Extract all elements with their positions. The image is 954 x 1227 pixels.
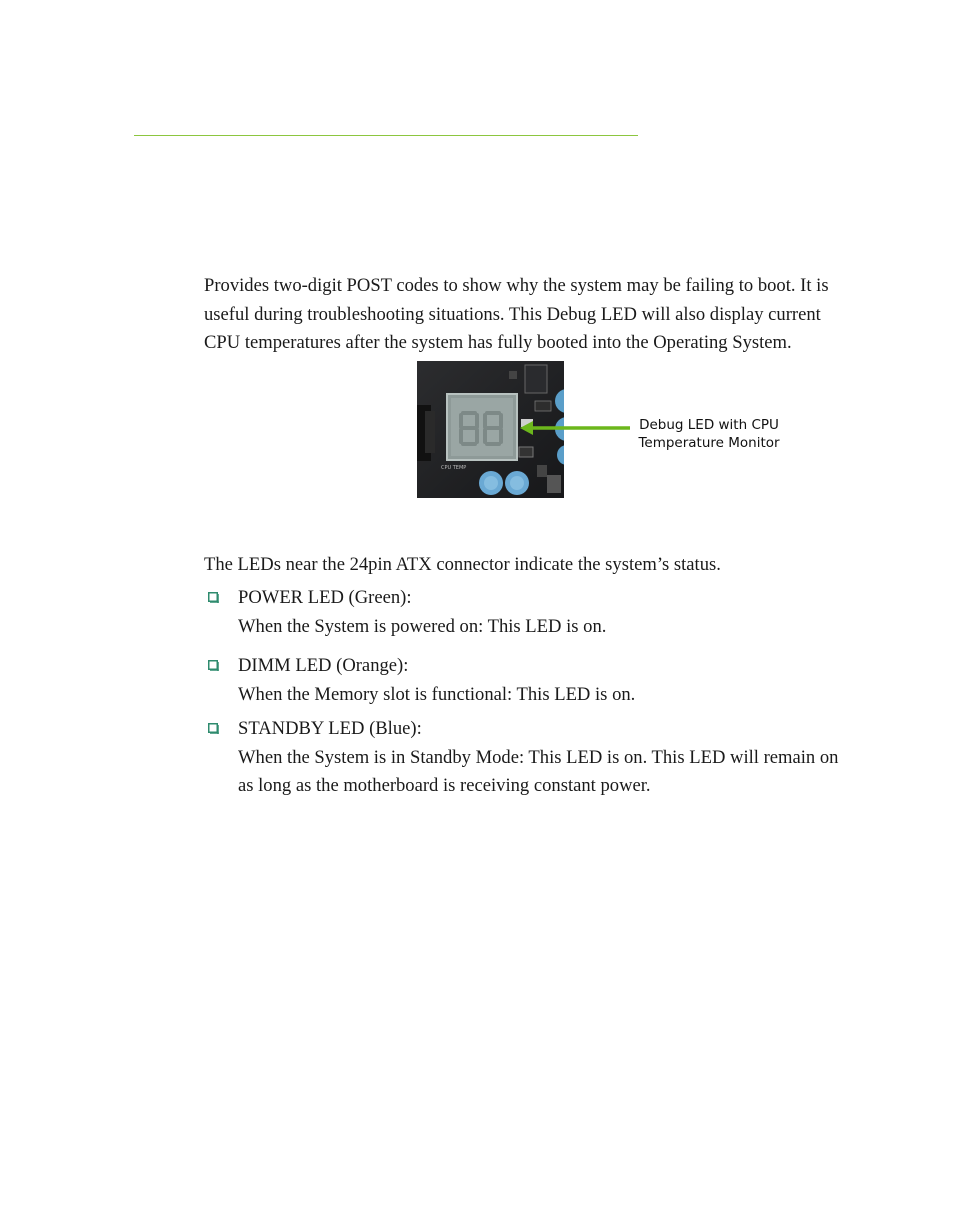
checkbox-square-icon xyxy=(208,592,219,603)
list-item-title: POWER LED (Green): xyxy=(238,587,412,608)
callout-arrow-icon xyxy=(520,418,635,438)
list-item-description: When the Memory slot is functional: This LED is on. xyxy=(238,683,636,705)
checkbox-square-icon xyxy=(208,723,219,734)
list-item-title: DIMM LED (Orange): xyxy=(238,655,409,676)
status-leds-intro: The LEDs near the 24pin ATX connector indicate the system’s status. xyxy=(204,554,721,575)
checkbox-square-icon xyxy=(208,660,219,671)
list-item-standby-led xyxy=(206,715,846,801)
list-item-title: STANDBY LED (Blue): xyxy=(238,718,422,739)
callout-line-1: Debug LED with CPU xyxy=(639,417,779,433)
list-item-description: When the System is powered on: This LED is on. xyxy=(238,615,607,637)
callout-line-2: Temperature Monitor xyxy=(638,435,780,451)
list-item-power-led xyxy=(206,584,846,641)
debug-led-description: Provides two-digit POST codes to show why the system may be failing to boot. It is useful during troubleshooting situations. This Debug LED will also display current CPU temperatures after the system has fully booted into the Operating System. xyxy=(204,275,829,353)
board-silkscreen-label: CPU TEMP xyxy=(441,465,467,471)
section-divider xyxy=(134,135,638,136)
debug-led-callout xyxy=(624,416,794,452)
list-item-description: When the System is in Standby Mode: This LED is on. This LED will remain on as long as the motherboard is receiving constant power. xyxy=(238,746,839,796)
list-item-dimm-led xyxy=(206,652,846,709)
